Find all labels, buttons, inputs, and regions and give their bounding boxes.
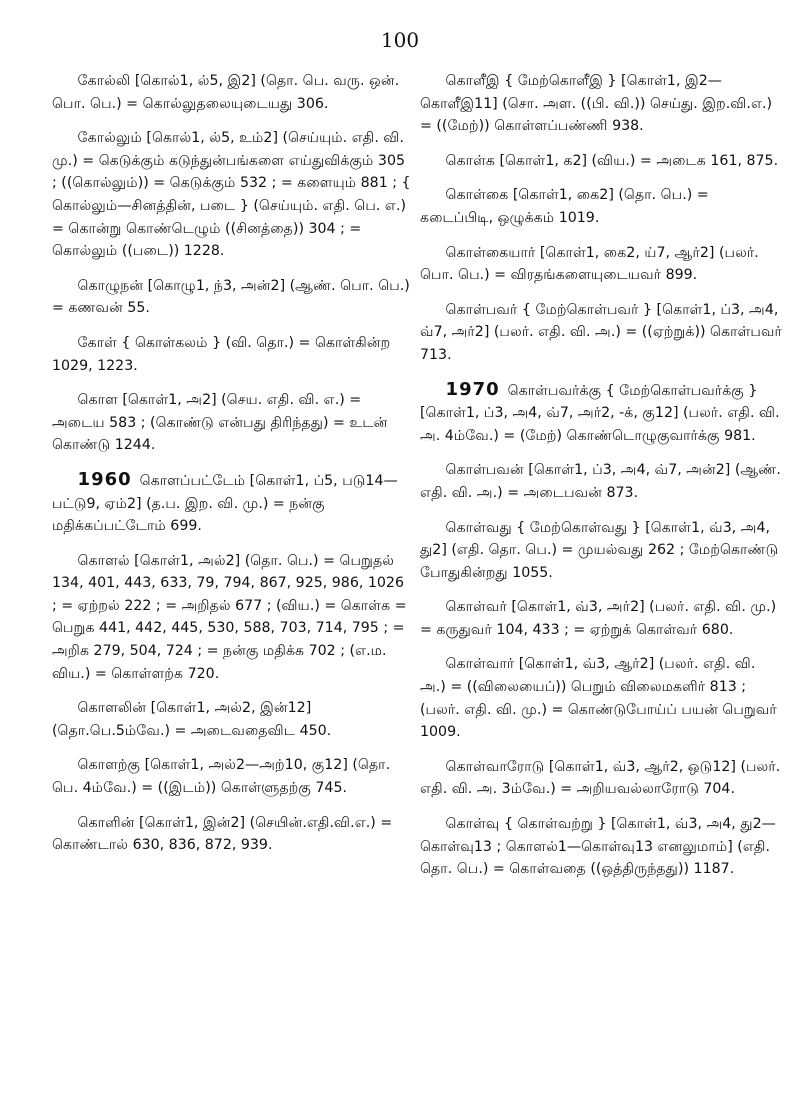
dictionary-entry xyxy=(52,275,412,320)
page-number: 100 xyxy=(380,28,420,52)
entry-text: கொள்பவன் [கொள்1, ப்3, அ4, வ்7, அன்2] (ஆண். எதி. வி. அ.) = அடைபவன் 873. xyxy=(420,462,781,501)
dictionary-entry xyxy=(52,754,412,799)
entry-text: கொள்வார் [கொள்1, வ்3, ஆர்2] (பலர். எதி. வி. அ.) = ((விலையைப்)) பெறும் விலைமகளிர் 813 ; (பலர். எதி. வி. மு.) = கொண்டுபோய்ப் பயன் பெறுவர் 1009. xyxy=(420,656,777,741)
entry-text: கொளின் [கொள்1, இன்2] (செயின்.எதி.வி.எ.) = கொண்டால் 630, 836, 872, 939. xyxy=(52,814,393,854)
dictionary-entry xyxy=(420,756,782,801)
dictionary-entry xyxy=(420,379,782,448)
left-column xyxy=(52,70,412,869)
entry-text: கொள [கொள்1, அ2] (செய. எதி. வி. எ.) = அடைய 583 ; (கொண்டு என்பது திரிந்தது) = உடன் கொண்டு 1244. xyxy=(52,392,388,454)
entry-text: கொளீஇ { மேற்கொளீஇ } [கொள்1, இ2—கொளீஇ11] (சொ. அள. ((பி. வி.)) செய்து. இற.வி.எ.) = ((மேற்)) கொள்ளப்பண்ணி 938. xyxy=(420,73,773,135)
entry-text: கோள் { கொள்கலம் } (வி. தொ.) = கொள்கின்ற 1029, 1223. xyxy=(52,334,391,374)
entry-number: 1960 xyxy=(77,468,132,490)
entry-text: கொள்கை [கொள்1, கை2] (தொ. பெ.) = கடைப்பிடி, ஒழுக்கம் 1019. xyxy=(420,187,709,226)
entry-text: கோல்லும் [கொல்1, ல்5, உம்2] (செய்யும். எதி. வி. மு.) = கெடுக்கும் கடுந்துன்பங்களை எய்துவிக்கும் 305 ; ((கொல்லும்)) = கெடுக்கும் 532 ; = களையும் 881 ; { கொல்லும்—சினத்தின், படை } (செய்யும். எதி. பெ. எ.) = கொன்று கொண்டெழும் ((சினத்தை)) 304 ; = கொல்லும் ((படை)) 1228. xyxy=(52,130,411,260)
dictionary-entry xyxy=(420,299,782,367)
entry-text: கொளப்பட்டேம் [கொள்1, ப்5, படு14—பட்டு9, ஏம்2] (த.ப. இற. வி. மு.) = நன்கு மதிக்கப்பட்டோம் 699. xyxy=(52,472,398,535)
dictionary-entry xyxy=(52,469,412,538)
dictionary-entry xyxy=(52,332,412,377)
entry-text: கொள்க [கொள்1, க2] (விய.) = அடைக 161, 875. xyxy=(445,152,779,169)
dictionary-entry xyxy=(420,242,782,287)
dictionary-entry xyxy=(420,459,782,504)
entry-text: கொளற்கு [கொள்1, அல்2—அற்10, கு12] (தொ. பெ. 4ம்வே.) = ((இடம்)) கொள்ளுதற்கு 745. xyxy=(52,757,391,797)
dictionary-entry xyxy=(52,697,412,742)
entry-text: கொள்வர் [கொள்1, வ்3, அர்2] (பலர். எதி. வி. மு.) = கருதுவர் 104, 433 ; = ஏற்றுக் கொள்வர் 680. xyxy=(420,599,777,638)
dictionary-entry xyxy=(52,70,412,115)
dictionary-entry xyxy=(420,653,782,743)
entry-text: கொள்வு { கொள்வற்று } [கொள்1, வ்3, அ4, து2—கொள்வு13 ; கொளல்1—கொள்வு13 எனலுமாம்] (எதி. தொ. பெ.) = கொள்வதை ((ஒத்திருந்தது)) 1187. xyxy=(420,816,776,878)
dictionary-entry xyxy=(420,70,782,138)
dictionary-entry xyxy=(52,127,412,263)
dictionary-entry xyxy=(52,389,412,457)
dictionary-entry xyxy=(52,812,412,857)
entry-text: கொள்கையார் [கொள்1, கை2, ய்7, ஆர்2] (பலர். பொ. பெ.) = விரதங்களையுடையவர் 899. xyxy=(420,244,759,284)
entry-text: கொளலின் [கொள்1, அல்2, இன்12] (தொ.பெ.5ம்வே.) = அடைவதைவிட 450. xyxy=(52,700,332,739)
entry-text: கோல்லி [கொல்1, ல்5, இ2] (தொ. பெ. வரு. ஒன். பொ. பெ.) = கொல்லுதலையுடையது 306. xyxy=(52,73,400,112)
entry-text: கொழுநன் [கொழு1, ந்3, அன்2] (ஆண். பொ. பெ.) = கணவன் 55. xyxy=(52,277,410,317)
entry-text: கொள்பவர் { மேற்கொள்பவர் } [கொள்1, ப்3, அ4, வ்7, அர்2] (பலர். எதி. வி. அ.) = ((ஏற்றுக்)) கொள்பவர் 713. xyxy=(420,301,782,363)
entry-text: கொள்வாரோடு [கொள்1, வ்3, ஆர்2, ஒடு12] (பலர். எதி. வி. அ. 3ம்வே.) = அறியவல்லாரோடு 704. xyxy=(420,758,781,798)
entry-text: கொளல் [கொள்1, அல்2] (தொ. பெ.) = பெறுதல் 134, 401, 443, 633, 79, 794, 867, 925, 986, 1026 ; = ஏற்றல் 222 ; = அறிதல் 677 ; (விய.) = கொள்க = பெறுக 441, 442, 445, 530, 588, 703, 714, 795 ; = அறிக 279, 504, 724 ; = நன்கு மதிக்க 702 ; (எ.ம. விய.) = கொள்ளற்க 720. xyxy=(52,552,407,682)
dictionary-entry xyxy=(420,184,782,229)
entry-text: கொள்பவர்க்கு { மேற்கொள்பவர்க்கு } [கொள்1, ப்3, அ4, வ்7, அர்2, -க், கு12] (பலர். எதி. வி. அ. 4ம்வே.) = (மேற்) கொண்டொழுகுவார்க்கு 981. xyxy=(420,382,780,444)
entry-number: 1970 xyxy=(445,378,500,400)
entry-text: கொள்வது { மேற்கொள்வது } [கொள்1, வ்3, அ4, து2] (எதி. தொ. பெ.) = முயல்வது 262 ; மேற்கொண்டு போதுகின்றது 1055. xyxy=(420,519,779,581)
dictionary-entry xyxy=(420,813,782,881)
dictionary-entry xyxy=(420,150,782,173)
dictionary-entry xyxy=(420,596,782,641)
right-column xyxy=(420,70,782,893)
dictionary-entry xyxy=(420,517,782,585)
dictionary-entry xyxy=(52,550,412,686)
